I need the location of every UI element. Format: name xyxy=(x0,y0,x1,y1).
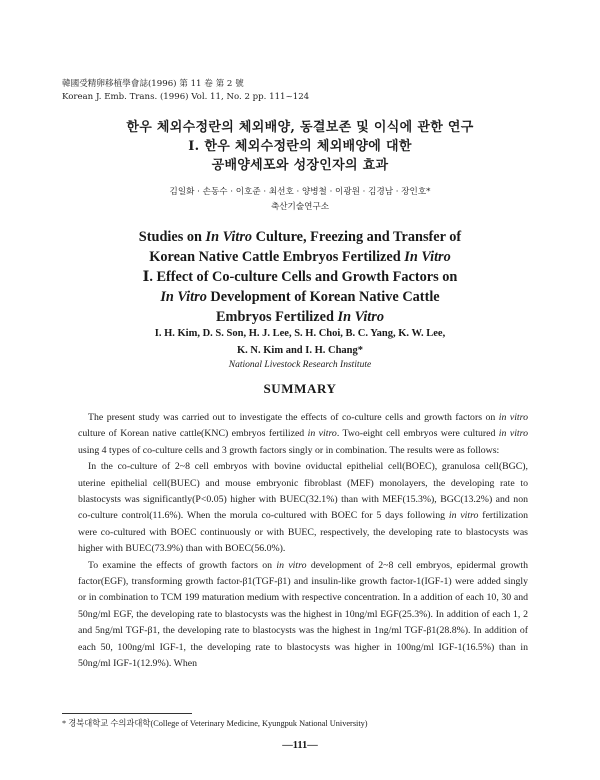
paragraph-italic: in vitro xyxy=(448,510,479,522)
paragraph-text: In the co-culture of 2~8 cell embryos with bovine oviductal epithelial cell(BOEC), granulosa cell(BGC), uterine epithelial cell(BUEC) and mouse embryonic fibroblast (MEF) monolayers, the developing rate to blastocysts was significantly(P<0.05) higher with BUEC(32.1%) than with MEF(15.3%), BGC(13.2%) and non co-culture control(11.6%). When the morula co-cultured with BOEC for 5 days following xyxy=(78,461,528,522)
summary-paragraph-2 xyxy=(78,459,528,557)
paragraph-italic: in vitro xyxy=(498,428,528,440)
paragraph-text: . Two-eight cell embryos were cultured xyxy=(336,428,499,440)
paragraph-italic: in vitro xyxy=(498,412,528,423)
title-italic: In Vitro xyxy=(205,229,253,245)
english-title-line4 xyxy=(0,288,600,308)
paragraph-text: development of 2~8 cell embryos, epidermal growth factor(EGF), transforming growth factor-β1(TGF-β1) and insulin-like growth factor-1(IGF-1) were added singly or in combination to TCM 199 maturation medium with respective concentration. In a addition of each 10, 30 and 50ng/ml EGF, the developing rate to blastocysts was the highest in 10ng/ml EGF(25.3%). In addition of each 1, 2 and 5ng/ml TGF-β1, the developing rate to blastocysts was the highest in 1ng/ml TGF-β1(28.8%). In addition of each 50, 100ng/ml IGF-1, the developing rate to blastocysts was higher in 100ng/ml IGF-1(16.5%) than in 50ng/ml IGF-1(12.9%). When xyxy=(78,559,528,670)
paragraph-text: To examine the effects of growth factors on xyxy=(88,559,277,571)
footnote-divider xyxy=(62,713,192,714)
english-institute: National Livestock Research Institute xyxy=(228,360,372,370)
footnote: * 경북대학교 수의과대학(College of Veterinary Medicine, Kyungpuk National University) xyxy=(62,719,368,728)
title-italic: In Vitro xyxy=(404,249,451,265)
title-italic: In Vitro xyxy=(160,289,207,305)
title-text: Embryos Fertilized xyxy=(216,309,338,325)
english-title-line3: Ⅰ. Effect of Co-culture Cells and Growth Factors on xyxy=(142,269,458,285)
journal-header xyxy=(62,78,309,103)
korean-title-line3: 공배양세포와 성장인자의 효과 xyxy=(211,158,389,173)
paragraph-text: The present study was carried out to investigate the effects of co-culture cells and growth factors on xyxy=(88,412,499,423)
summary-paragraph-1 xyxy=(78,410,528,459)
paragraph-text: using 4 types of co-culture cells and 3 growth factors singly or in combination. The results were as follows: xyxy=(78,444,500,456)
title-italic: In Vitro xyxy=(337,309,384,325)
summary-body xyxy=(78,410,528,673)
korean-authors: 김일화 · 손동수 · 이호준 · 최선호 · 양병철 · 이광원 · 김경남 · 장인호* xyxy=(169,187,431,197)
english-authors-line1: I. H. Kim, D. S. Son, H. J. Lee, S. H. Choi, B. C. Yang, K. W. Lee, xyxy=(154,328,446,339)
paragraph-text: culture of Korean native cattle(KNC) embryos fertilized xyxy=(78,428,308,440)
journal-line-english: Korean J. Emb. Trans. (1996) Vol. 11, No. 2 pp. 111~124 xyxy=(62,91,310,102)
korean-title-line1: 한우 체외수정란의 체외배양, 동결보존 및 이식에 관한 연구 xyxy=(126,120,474,135)
paragraph-text: fertilization were co-cultured with BOEC continuously or with BUEC, respectively, the developing rate to blastocysts was higher with BUEC(73.9%) than with BOEC(56.0%). xyxy=(78,510,529,555)
title-text: Culture, Freezing and Transfer of xyxy=(252,229,462,245)
journal-line-korean: 韓國受精卵移植學會誌(1996) 第 11 卷 第 2 號 xyxy=(62,79,244,89)
korean-institute: 축산기술연구소 xyxy=(270,202,330,212)
english-title-line1 xyxy=(0,228,600,248)
page-number: —111— xyxy=(282,740,318,751)
english-title-line5 xyxy=(0,308,600,328)
title-text: Development of Korean Native Cattle xyxy=(206,289,440,305)
paragraph-italic: in vitro xyxy=(276,559,307,571)
paragraph-italic: in vitro xyxy=(307,428,337,440)
summary-heading: SUMMARY xyxy=(263,381,337,396)
title-text: Studies on xyxy=(138,229,206,245)
english-authors-line2: K. N. Kim and I. H. Chang* xyxy=(236,345,364,356)
summary-paragraph-3 xyxy=(78,558,528,673)
title-text: Korean Native Cattle Embryos Fertilized xyxy=(149,249,405,265)
english-title-line2 xyxy=(0,248,600,268)
korean-title-line2: Ⅰ. 한우 체외수정란의 체외배양에 대한 xyxy=(188,139,412,154)
